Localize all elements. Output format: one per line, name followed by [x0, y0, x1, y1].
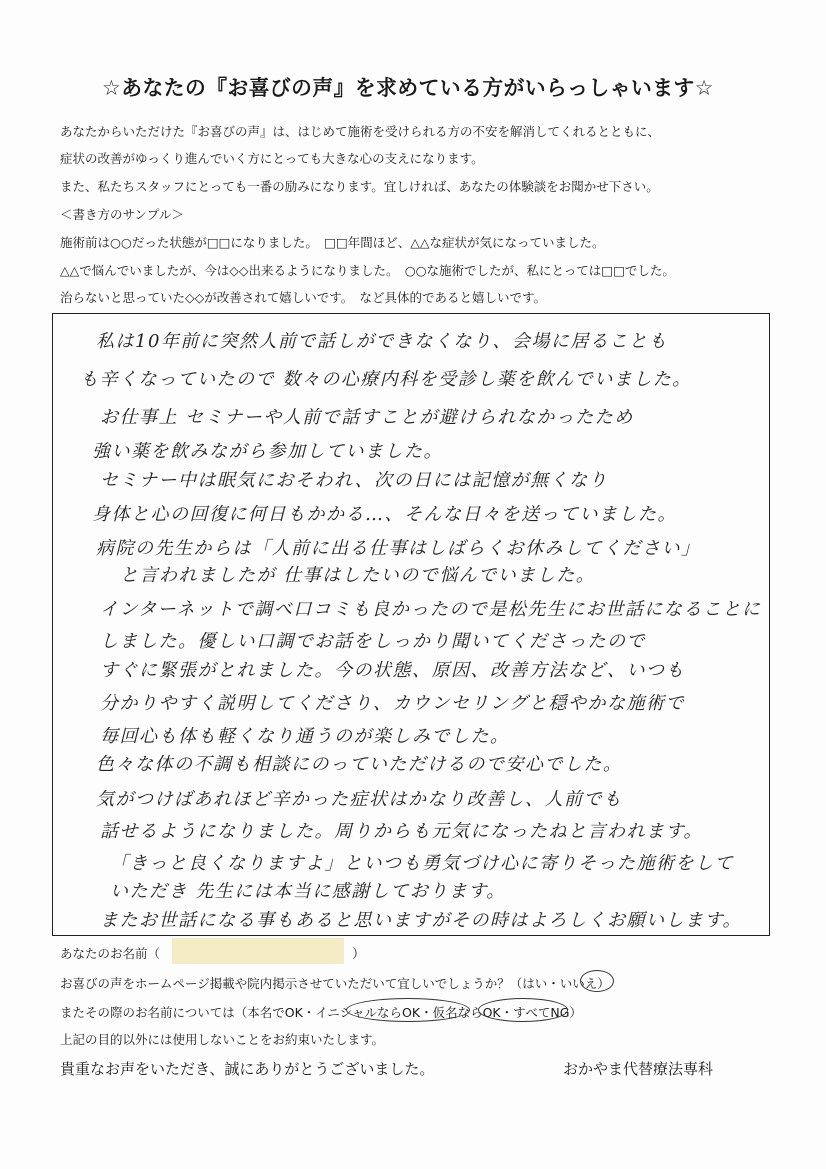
handwritten-line: すぐに緊張がとれました。今の状態、原因、改善方法など、いつも: [100, 660, 685, 681]
handwritten-line: 毎回心も体も軽くなり通うのが楽しみでした。: [100, 726, 510, 747]
page-title: ☆あなたの『お喜びの声』を求めている方がいらっしゃいます☆: [102, 76, 714, 100]
sample-heading: ＜書き方のサンプル＞: [60, 207, 184, 222]
intro-line: 症状の改善がゆっくり進んでいく方にとっても大きな心の支えになります。: [60, 151, 484, 166]
handwritten-line: いただき 先生には本当に感謝しております。: [110, 881, 506, 902]
name-label: あなたのお名前（: [60, 946, 161, 961]
initials-circle-mark: [346, 998, 470, 1022]
handwritten-line: 身体と心の回復に何日もかかる…、そんな日々を送っていました。: [92, 504, 677, 525]
yes-circle-mark: [580, 970, 614, 992]
handwritten-line: も辛くなっていたので 数々の心療内科を受診し薬を飲んでいました。: [80, 369, 692, 390]
handwritten-line: 強い薬を飲みながら参加していました。: [92, 441, 443, 462]
name-policy: またその際のお名前については（本名でOK・イニシャルならOK・仮名ならOK・すべてNG）: [60, 1005, 582, 1020]
clinic-name: おかやま代替療法専科: [563, 1060, 714, 1078]
handwritten-line: 「きっと良くなりますよ」といつも勇気づけ心に寄りそった施術をして: [110, 853, 734, 874]
handwritten-line: 気がつけばあれほど辛かった症状はかなり改善し、人前でも: [96, 789, 623, 810]
usage-note: 上記の目的以外には使用しないことをお約束いたします。: [60, 1032, 385, 1047]
handwritten-line: またお世話になる事もあると思いますがその時はよろしくお願いします。: [100, 910, 743, 931]
name-field-redacted: [172, 938, 344, 964]
pseudonym-circle-mark: [478, 998, 568, 1022]
handwritten-line: 病院の先生からは「人前に出る仕事はしばらくお休みしてください」: [96, 538, 701, 559]
handwritten-line: 私は10年前に突然人前で話しができなくなり、会場に居ることも: [96, 331, 668, 352]
handwritten-line: インターネットで調べ口コミも良かったので是松先生にお世話になることに: [100, 599, 762, 620]
permission-question: お喜びの声をホームページ掲載や院内掲示させていただいて宜しいでしょうか？（はい・いいえ）: [60, 976, 610, 991]
sample-line: 治らないと思っていた◇◇が改善されて嬉しいです。 など具体的であると嬉しいです。: [60, 290, 546, 305]
handwritten-line: 話せるようになりました。周りからも元気になったねと言われます。: [100, 821, 704, 842]
handwritten-line: 分かりやすく説明してくださり、カウンセリングと穏やかな施術で: [100, 693, 685, 714]
thanks-message: 貴重なお声をいただき、誠にありがとうございました。: [60, 1060, 435, 1078]
handwritten-line: と言われましたが 仕事はしたいので悩んでいました。: [120, 565, 596, 586]
handwritten-line: お仕事上 セミナーや人前で話すことが避けられなかったため: [100, 407, 634, 428]
intro-line: また、私たちスタッフにとっても一番の励みになります。宜しければ、あなたの体験談をお聞かせ下さい。: [60, 179, 659, 194]
handwritten-line: 色々な体の不調も相談にのっていただけるので安心でした。: [96, 754, 623, 775]
handwritten-line: セミナー中は眠気におそわれ、次の日には記憶が無くなり: [100, 470, 609, 491]
handwritten-line: しました。優しい口調でお話をしっかり聞いてくださったので: [100, 631, 646, 652]
sample-line: △△で悩んでいましたが、今は◇◇出来るようになりました。 ○○な施術でしたが、私にとっては□□でした。: [60, 263, 675, 278]
name-field-close: ）: [352, 947, 366, 962]
intro-line: あなたからいただけた『お喜びの声』は、はじめて施術を受けられる方の不安を解消してくれるとともに、: [60, 124, 661, 139]
sample-line: 施術前は○○だった状態が□□になりました。 □□年間ほど、△△な症状が気になっていました。: [60, 235, 605, 250]
